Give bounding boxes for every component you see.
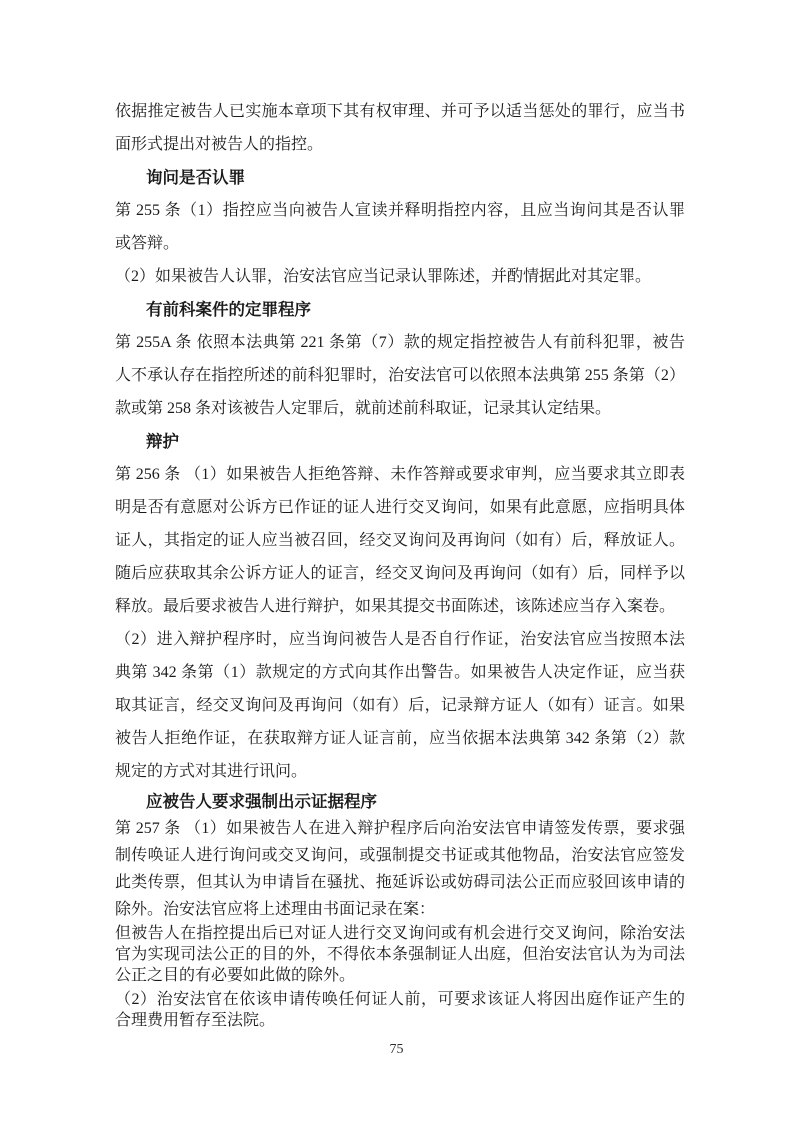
- text-line: 证人，其指定的证人应当被召回，经交叉询问及再询问（如有）后，释放证人。: [115, 532, 685, 549]
- paragraph: [115, 623, 685, 788]
- paragraph: [115, 260, 685, 293]
- text-line: 此类传票，但其认为申请旨在骚扰、拖延诉讼或妨碍司法公正而应驳回该申请的: [115, 874, 685, 891]
- section-heading: [115, 161, 685, 194]
- document-body: [115, 95, 685, 1031]
- text-line: 除外。治安法官应将上述理由书面记录在案：: [115, 901, 436, 918]
- paragraph: [115, 923, 685, 986]
- text-line: 第 257 条 （1）如果被告人在进入辩护程序后向治安法官申请签发传票，要求强: [115, 820, 685, 837]
- text-line: 取其证言，经交叉询问及再询问（如有）后，记录辩方证人（如有）证言。如果: [115, 697, 685, 714]
- text-line: （2）治安法官在依该申请传唤任何证人前，可要求该证人将因出庭作证产生的: [115, 991, 685, 1008]
- text-line: 但被告人在指控提出后已对证人进行交叉询问或有机会进行交叉询问，除治安法: [115, 925, 685, 942]
- text-line: 依据推定被告人已实施本章项下其有权审理、并可予以适当惩处的罪行，应当书: [115, 103, 685, 120]
- text-line: 官为实现司法公正的目的外，不得依本条强制证人出庭，但治安法官认为为司法: [115, 946, 685, 963]
- text-line: 被告人拒绝作证，在获取辩方证人证言前，应当依据本法典第 342 条第（2）款: [115, 730, 685, 747]
- text-line: 制传唤证人进行询问或交叉询问，或强制提交书证或其他物品，治安法官应签发: [115, 847, 685, 864]
- section-heading: [115, 425, 685, 458]
- page-number: 75: [389, 1042, 404, 1057]
- paragraph: [115, 194, 685, 260]
- text-line: 应被告人要求强制出示证据程序: [146, 792, 377, 811]
- text-line: （2）进入辩护程序时，应当询问被告人是否自行作证，治安法官应当按照本法: [115, 631, 685, 648]
- text-line: 随后应获取其余公诉方证人的证言，经交叉询问及再询问（如有）后，同样予以: [115, 565, 685, 582]
- text-line: 典第 342 条第（1）款规定的方式向其作出警告。如果被告人决定作证，应当获: [115, 664, 685, 681]
- text-line: （2）如果被告人认罪，治安法官应当记录认罪陈述，并酌情据此对其定罪。: [115, 268, 652, 285]
- text-line: 规定的方式对其进行讯问。: [115, 763, 308, 780]
- text-line: 公正之目的有必要如此做的除外。: [115, 967, 356, 984]
- text-line: 第 256 条 （1）如果被告人拒绝答辩、未作答辩或要求审判，应当要求其立即表: [115, 466, 685, 483]
- text-line: 有前科案件的定罪程序: [146, 300, 311, 319]
- section-heading: [115, 788, 685, 815]
- text-line: 款或第 258 条对该被告人定罪后，就前述前科取证，记录其认定结果。: [115, 400, 612, 417]
- text-line: 辩护: [146, 432, 179, 451]
- text-line: 面形式提出对被告人的指控。: [115, 136, 324, 153]
- paragraph: [115, 989, 685, 1031]
- section-heading: [115, 293, 685, 326]
- text-line: 释放。最后要求被告人进行辩护，如果其提交书面陈述，该陈述应当存入案卷。: [115, 598, 676, 615]
- paragraph: [115, 326, 685, 425]
- paragraph: [115, 815, 685, 923]
- paragraph: [115, 95, 685, 161]
- text-line: 第 255A 条 依照本法典第 221 条第（7）款的规定指控被告人有前科犯罪，被告: [115, 334, 685, 351]
- text-line: 明是否有意愿对公诉方已作证的证人进行交叉询问，如果有此意愿，应指明具体: [115, 499, 685, 516]
- text-line: 第 255 条（1）指控应当向被告人宣读并释明指控内容，且应当询问其是否认罪: [115, 202, 685, 219]
- text-line: 合理费用暂存至法院。: [115, 1012, 276, 1029]
- paragraph: [115, 458, 685, 623]
- text-line: 或答辩。: [115, 235, 180, 252]
- text-line: 人不承认存在指控所述的前科犯罪时，治安法官可以依照本法典第 255 条第（2）: [115, 367, 685, 384]
- text-line: 询问是否认罪: [146, 168, 245, 187]
